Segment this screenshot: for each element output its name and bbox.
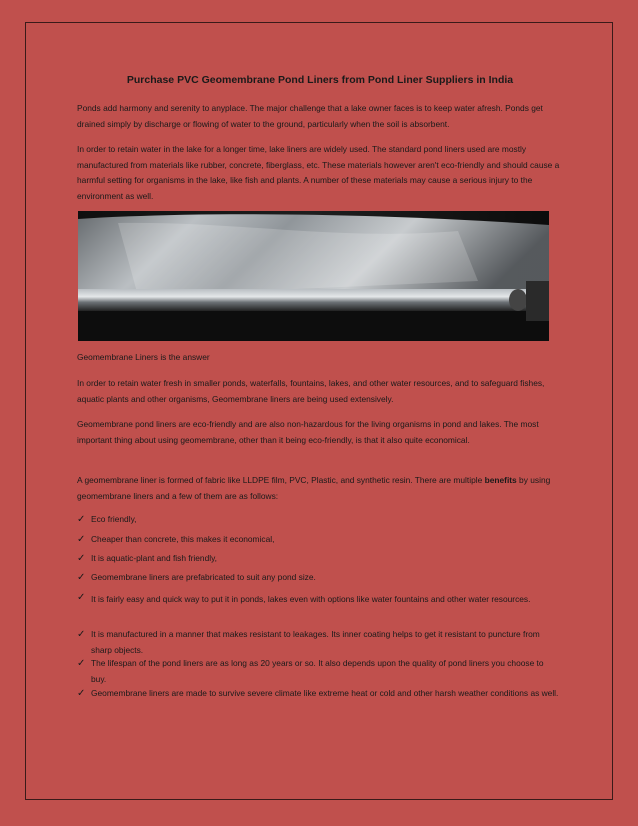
- section-heading: [77, 350, 563, 366]
- list-item-text: Cheaper than concrete, this makes it economical,: [91, 534, 275, 544]
- checkmark-icon: ✓: [77, 629, 86, 640]
- benefits-bold-word: benefits: [484, 475, 517, 485]
- list-item-text: It is aquatic-plant and fish friendly,: [91, 553, 218, 563]
- document-title: Purchase PVC Geomembrane Pond Liners from Pond Liner Suppliers in India: [126, 74, 514, 86]
- checkmark-icon: ✓: [77, 688, 86, 699]
- benefits-intro-post: by using geomembrane liners and a few of them are as follows:: [77, 475, 551, 501]
- paragraph-usage: [77, 376, 563, 407]
- list-item-text: It is fairly easy and quick way to put it in ponds, lakes even with options like water fountains and other water resources.: [91, 594, 531, 604]
- checkmark-icon: ✓: [77, 658, 86, 669]
- list-item-text: Geomembrane liners are made to survive severe climate like extreme heat or cold and other harsh weather conditions as well.: [91, 688, 559, 698]
- paragraph-benefits-intro: [77, 473, 563, 504]
- list-item-text: The lifespan of the pond liners are as long as 20 years or so. It also depends upon the quality of pond liners you choose to buy.: [91, 658, 544, 684]
- paragraph-lake-liners-text: In order to retain water in the lake for a longer time, lake liners are widely used. The standard pond liners used are mostly manufactured from materials like rubber, concrete, fiberglass, etc. These materials however aren't eco-friendly and should cause a harmful setting for organisms in the lake, like fish and plants. A number of these materials may cause a serious injury to the environment as well.: [77, 144, 560, 201]
- paragraph-lake-liners: [77, 142, 563, 204]
- checkmark-icon: ✓: [77, 534, 86, 545]
- section-heading-text: Geomembrane Liners is the answer: [77, 352, 210, 362]
- paragraph-usage-text: In order to retain water fresh in smaller ponds, waterfalls, fountains, lakes, and other water resources, and to safeguard fishes, aquatic plants and other organisms, Geomembrane liners are being used extensively.: [77, 378, 545, 404]
- benefits-intro-pre: A geomembrane liner is formed of fabric like LLDPE film, PVC, Plastic, and synthetic resin. There are multiple: [77, 475, 485, 485]
- paragraph-eco-text: Geomembrane pond liners are eco-friendly and are also non-hazardous for the living organisms in pond and lakes. The most important thing about using geomembrane, other than it being eco-friendly, is that it also quite economical.: [77, 419, 539, 445]
- geomembrane-roll-illustration: [78, 211, 549, 341]
- checkmark-icon: ✓: [77, 572, 86, 583]
- checkmark-icon: ✓: [77, 514, 86, 525]
- paragraph-intro-text: Ponds add harmony and serenity to anyplace. The major challenge that a lake owner faces is to keep water afresh. Ponds get drained simply by discharge or flowing of water to the ground, particularly when the soil is absorbent.: [77, 103, 543, 129]
- list-item-text: Eco friendly,: [91, 514, 137, 524]
- checkmark-icon: ✓: [77, 592, 86, 603]
- geomembrane-roll-photo: [78, 211, 549, 341]
- list-item-text: It is manufactured in a manner that makes resistant to leakages. Its inner coating helps to get it resistant to puncture from sharp objects.: [91, 629, 540, 655]
- paragraph-benefits-intro-text: [77, 473, 563, 504]
- paragraph-intro: [77, 101, 563, 132]
- checkmark-icon: ✓: [77, 553, 86, 564]
- list-item-text: Geomembrane liners are prefabricated to suit any pond size.: [91, 572, 316, 582]
- paragraph-eco: [77, 417, 563, 448]
